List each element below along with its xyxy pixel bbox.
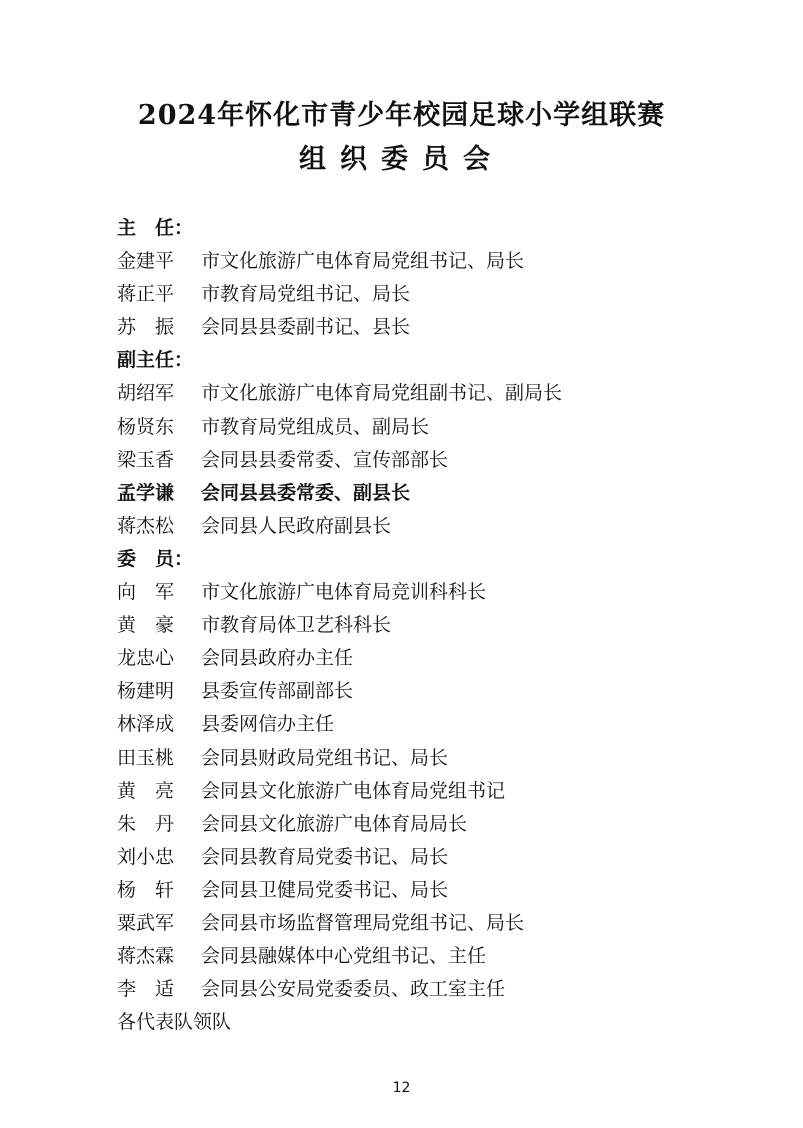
member-name: 杨 轩 (117, 878, 175, 901)
member-name: 黄 亮 (117, 779, 175, 802)
member-row (117, 874, 777, 907)
member-role: 市教育局体卫艺科科长 (201, 614, 392, 637)
member-name: 蒋杰松 (117, 514, 175, 537)
member-row (117, 808, 777, 841)
member-role: 会同县融媒体中心党组书记、主任 (201, 945, 487, 968)
member-role: 会同县公安局党委委员、政工室主任 (201, 978, 506, 1001)
member-row (117, 411, 777, 444)
member-row (117, 278, 777, 311)
member-role: 会同县卫健局党委书记、局长 (201, 878, 449, 901)
member-name: 杨贤东 (117, 415, 175, 438)
member-role: 会同县县委常委、副县长 (201, 481, 411, 504)
document-title: 2024年怀化市青少年校园足球小学组联赛 (137, 100, 666, 131)
member-row (117, 973, 777, 1006)
member-role: 市文化旅游广电体育局党组书记、局长 (201, 250, 525, 273)
member-row (117, 708, 777, 741)
member-name: 粟武军 (117, 911, 175, 934)
member-row (117, 742, 777, 775)
member-name: 李 适 (117, 978, 175, 1001)
member-name: 刘小忠 (117, 845, 175, 868)
committee-roster (117, 212, 777, 1039)
member-role: 市文化旅游广电体育局党组副书记、副局长 (201, 382, 563, 405)
member-name: 胡绍军 (117, 382, 175, 405)
member-role: 县委宣传部副部长 (201, 680, 354, 703)
member-row (117, 940, 777, 973)
member-row (117, 775, 777, 808)
member-row (117, 609, 777, 642)
footer-line: 各代表队领队 (117, 1011, 232, 1034)
section-heading: 主 任： (117, 217, 194, 239)
member-name: 金建平 (117, 250, 175, 273)
document-subtitle: 组织委员会 (299, 144, 504, 175)
member-name: 苏 振 (117, 316, 175, 339)
member-row (117, 477, 777, 510)
member-role: 会同县市场监督管理局党组书记、局长 (201, 911, 525, 934)
member-role: 会同县人民政府副县长 (201, 514, 392, 537)
member-row (117, 377, 777, 410)
page-number: 12 (392, 1080, 411, 1096)
member-name: 梁玉香 (117, 448, 175, 471)
member-role: 县委网信办主任 (201, 713, 335, 736)
member-role: 会同县县委副书记、县长 (201, 316, 411, 339)
member-role: 会同县文化旅游广电体育局局长 (201, 812, 468, 835)
section-heading: 副主任： (117, 349, 194, 372)
member-name: 朱 丹 (117, 812, 175, 835)
member-row (117, 311, 777, 344)
member-name: 田玉桃 (117, 746, 175, 769)
member-role: 会同县教育局党委书记、局长 (201, 845, 449, 868)
member-name: 林泽成 (117, 713, 175, 736)
member-role: 会同县县委常委、宣传部部长 (201, 448, 449, 471)
section-heading: 委 员： (117, 547, 194, 570)
member-row (117, 675, 777, 708)
member-role: 市教育局党组书记、局长 (201, 283, 411, 306)
member-role: 会同县政府办主任 (201, 647, 354, 670)
member-row (117, 576, 777, 609)
member-name: 黄 豪 (117, 614, 175, 637)
member-role: 市教育局党组成员、副局长 (201, 415, 430, 438)
member-role: 会同县文化旅游广电体育局党组书记 (201, 779, 506, 802)
member-row (117, 245, 777, 278)
member-name: 龙忠心 (117, 647, 175, 670)
member-row (117, 510, 777, 543)
member-role: 市文化旅游广电体育局竞训科科长 (201, 581, 487, 604)
member-name: 向 军 (117, 581, 175, 604)
member-role: 会同县财政局党组书记、局长 (201, 746, 449, 769)
member-name: 孟学谦 (117, 481, 175, 504)
member-name: 蒋正平 (117, 283, 175, 306)
member-row (117, 907, 777, 940)
member-row (117, 841, 777, 874)
member-name: 蒋杰霖 (117, 945, 175, 968)
member-name: 杨建明 (117, 680, 175, 703)
member-row (117, 444, 777, 477)
member-row (117, 642, 777, 675)
